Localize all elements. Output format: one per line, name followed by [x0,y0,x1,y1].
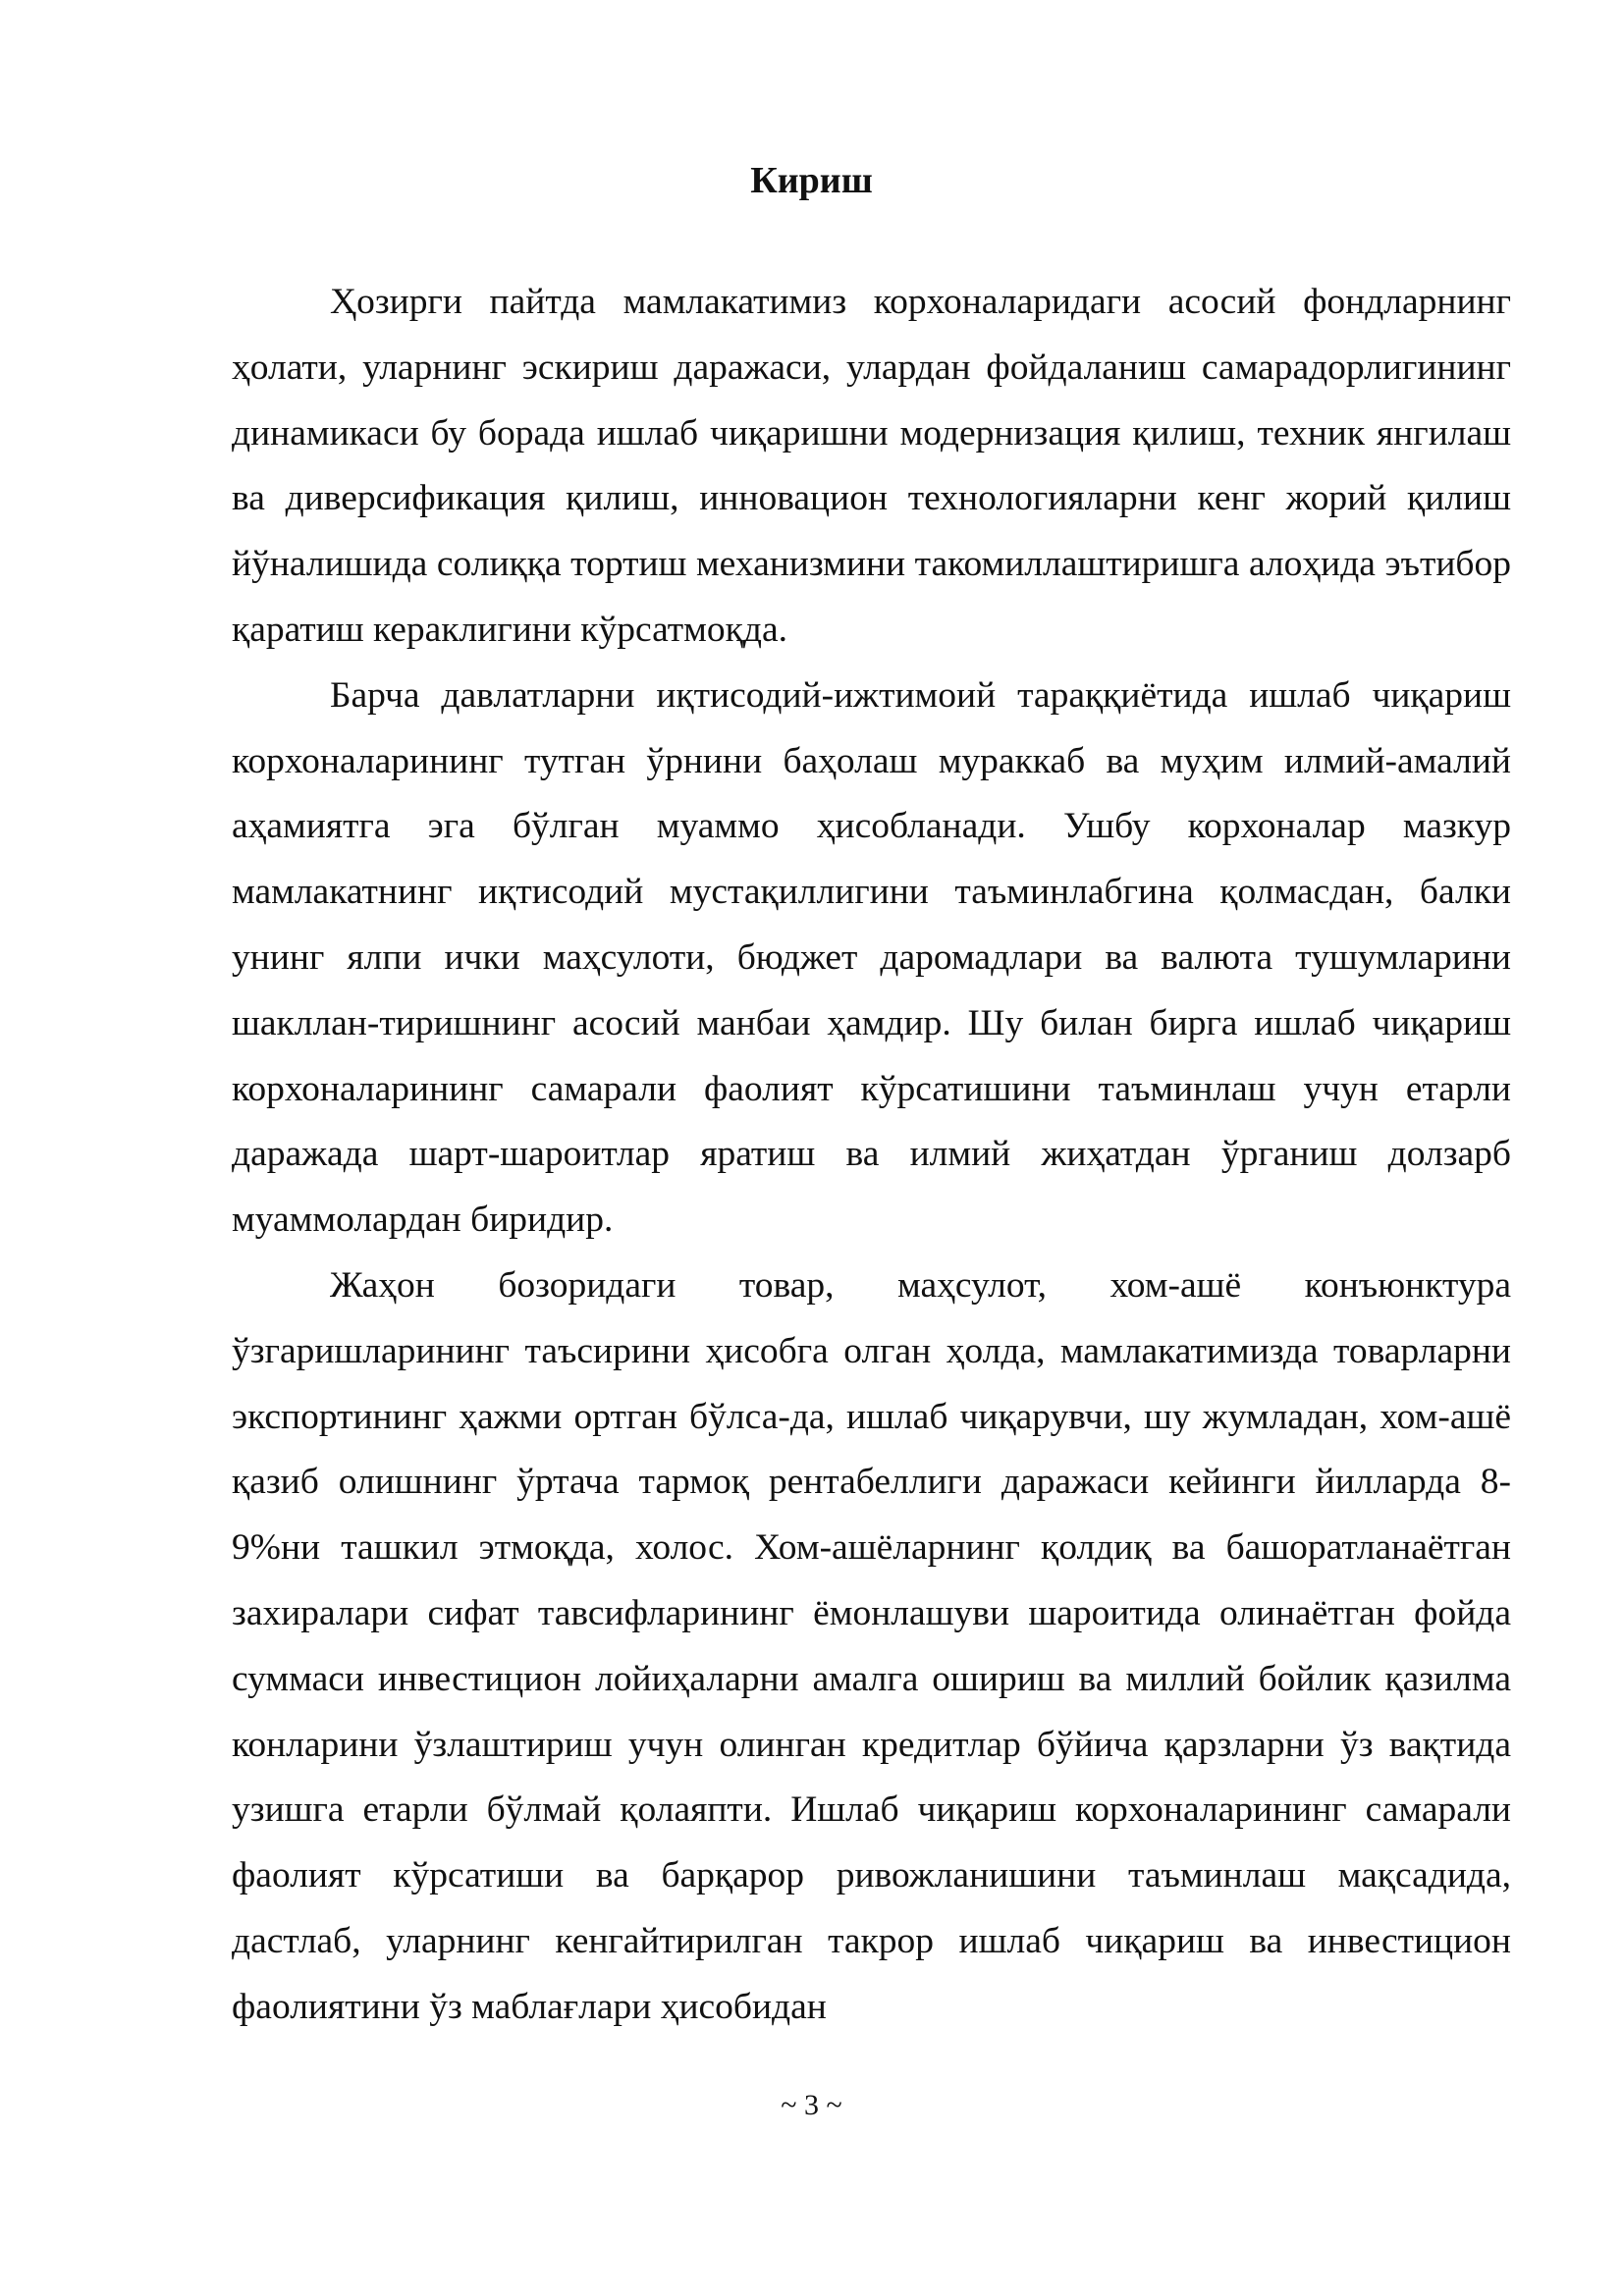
paragraph-2: Барча давлатларни иқтисодий-ижтимоий тараққиётида ишлаб чиқариш корхоналарининг тутган ўрнини баҳолаш мураккаб ва муҳим илмий-амалий аҳамиятга эга бўлган муаммо ҳисобланади. Ушбу корхоналар мазкур мамлакатнинг иқтисодий мустақиллигини таъминлабгина қолмасдан, балки унинг ялпи ички маҳсулоти, бюджет даромадлари ва валюта тушумларини шакллан-тиришнинг асосий манбаи ҳамдир. Шу билан бирга ишлаб чиқариш корхоналарининг самарали фаолият кўрсатишини таъминлаш учун етарли даражада шарт-шароитлар яратиш ва илмий жиҳатдан ўрганиш долзарб муаммолардан биридир. [232,674,1511,1241]
page-number: ~ 3 ~ [781,2089,842,2121]
paragraph-3: Жаҳон бозоридаги товар, маҳсулот, хом-ашё конъюнктура ўзгаришларининг таъсирини ҳисобга олган ҳолда, мамлакатимизда товарларни экспортининг ҳажми ортган бўлса-да, ишлаб чиқарувчи, шу жумладан, хом-ашё қазиб олишнинг ўртача тармоқ рентабеллиги даражаси кейинги йилларда 8-9%ни ташкил этмоқда, холос. Хом-ашёларнинг қолдиқ ва башоратланаётган захиралари сифат тавсифларининг ёмонлашуви шароитида олинаётган фойда суммаси инвестицион лойиҳаларни амалга ошириш ва миллий бойлик қазилма конларини ўзлаштириш учун олинган кредитлар бўйича қарзларни ўз вақтида узишга етарли бўлмай қолаяпти. Ишлаб чиқариш корхоналарининг самарали фаолият кўрсатиши ва барқарор ривожланишини таъминлаш мақсадида, дастлаб, уларнинг кенгайтирилган такрор ишлаб чиқариш ва инвестицион фаолиятини ўз маблағлари ҳисобидан [232,1264,1511,2027]
paragraph-1: Ҳозирги пайтда мамлакатимиз корхоналаридаги асосий фондларнинг ҳолати, уларнинг эскириш даражаси, улардан фойдаланиш самарадорлигининг динамикаси бу борада ишлаб чиқаришни модернизация қилиш, техник янгилаш ва диверсификация қилиш, инновацион технологияларни кенг жорий қилиш йўналишида солиққа тортиш механизмини такомиллаштиришга алоҳида эътибор қаратиш кераклигини кўрсатмоқда. [232,282,1511,650]
page-title: Кириш [750,160,873,201]
body-text [232,270,1511,2041]
